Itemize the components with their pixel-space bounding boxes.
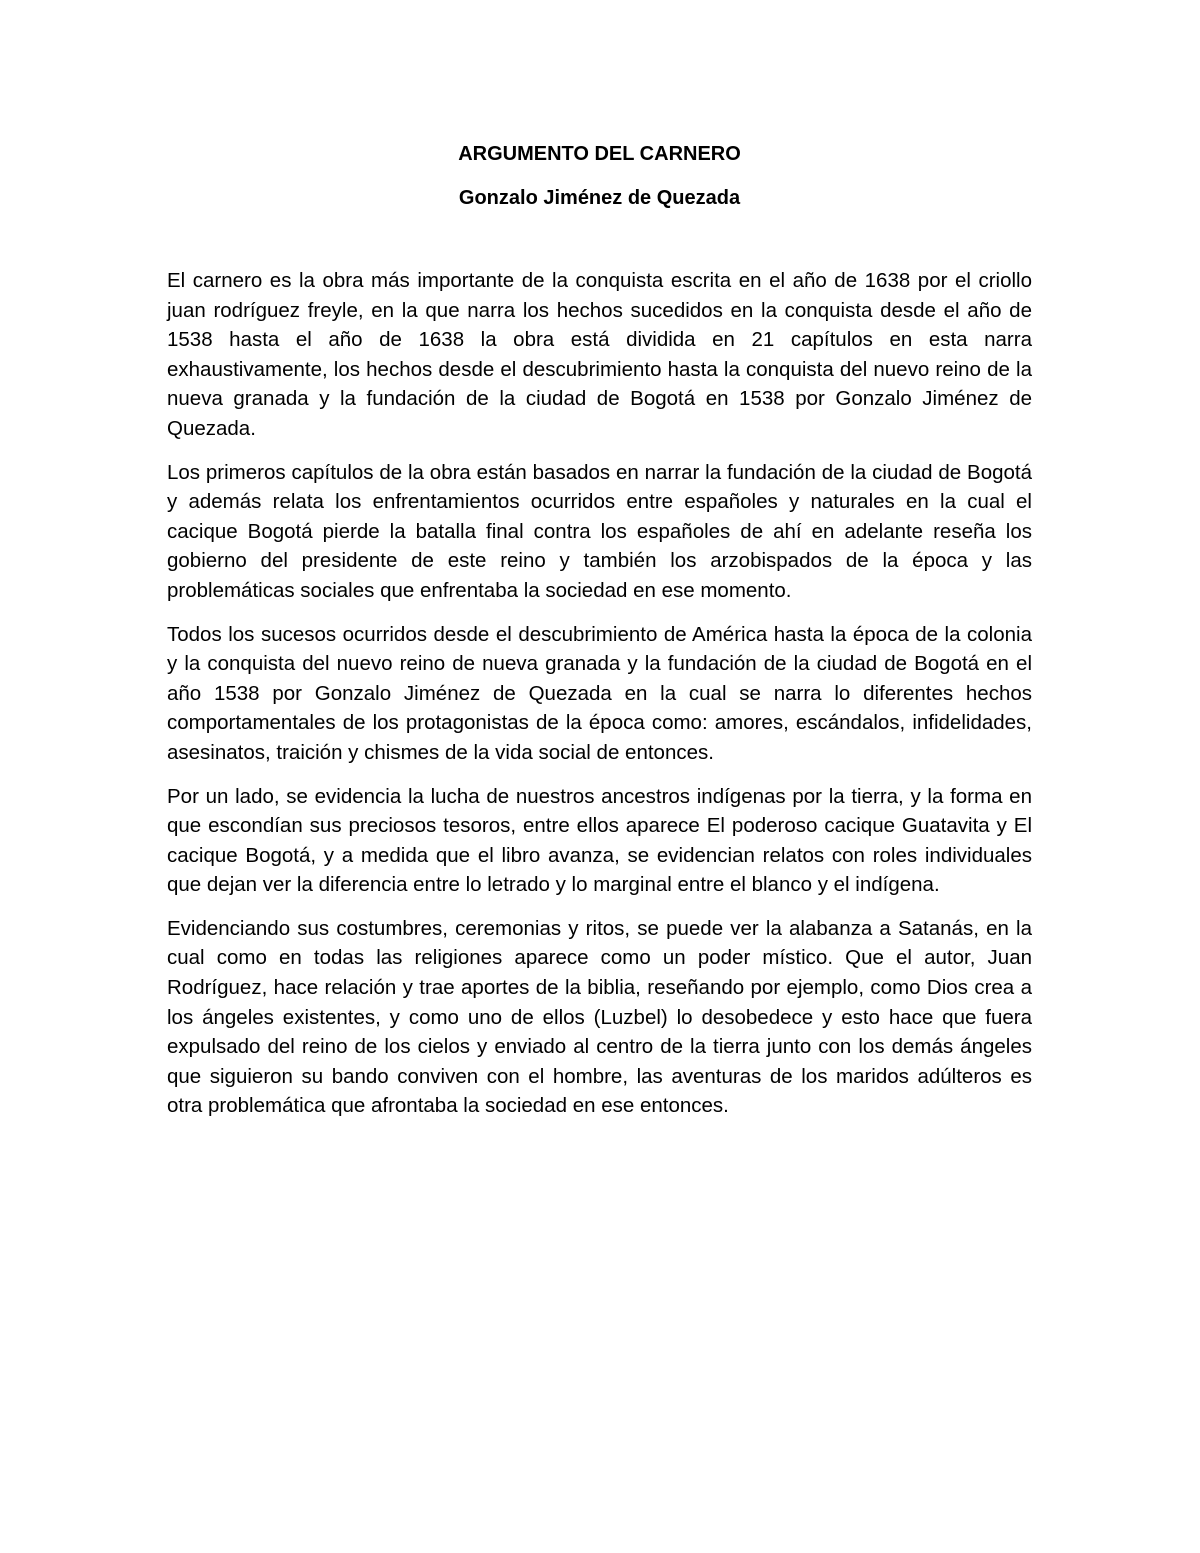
- paragraph-1: El carnero es la obra más importante de la conquista escrita en el año de 1638 por el criollo juan rodríguez freyle, en la que narra los hechos sucedidos en la conquista desde el año de 1538 hasta el año de 1638 la obra está dividida en 21 capítulos en esta narra exhaustivamente, los hechos desde el descubrimiento hasta la conquista del nuevo reino de la nueva granada y la fundación de la ciudad de Bogotá en 1538 por Gonzalo Jiménez de Quezada.: [167, 269, 1032, 440]
- paragraph-5: Evidenciando sus costumbres, ceremonias y ritos, se puede ver la alabanza a Satanás, en la cual como en todas las religiones aparece como un poder místico. Que el autor, Juan Rodríguez, hace relación y trae aportes de la biblia, reseñando por ejemplo, como Dios crea a los ángeles existentes, y como uno de ellos (Luzbel) lo desobedece y esto hace que fuera expulsado del reino de los cielos y enviado al centro de la tierra junto con los demás ángeles que siguieron su bando conviven con el hombre, las aventuras de los maridos adúlteros es otra problemática que afrontaba la sociedad en ese entonces.: [167, 916, 1032, 1118]
- document-body: [167, 139, 1032, 1135]
- paragraph-2: Los primeros capítulos de la obra están basados en narrar la fundación de la ciudad de Bogotá y además relata los enfrentamientos ocurridos entre españoles y naturales en la cual el cacique Bogotá pierde la batalla final contra los españoles de ahí en adelante reseña los gobierno del presidente de este reino y también los arzobispados de la época y las problemáticas sociales que enfrentaba la sociedad en ese momento.: [167, 460, 1032, 602]
- document-author: Gonzalo Jiménez de Quezada: [458, 187, 741, 209]
- paragraph-4: Por un lado, se evidencia la lucha de nuestros ancestros indígenas por la tierra, y la forma en que escondían sus preciosos tesoros, entre ellos aparece El poderoso cacique Guatavita y El cacique Bogotá, y a medida que el libro avanza, se evidencian relatos con roles individuales que dejan ver la diferencia entre lo letrado y lo marginal entre el blanco y el indígena.: [167, 784, 1032, 897]
- document-title: ARGUMENTO DEL CARNERO: [458, 143, 741, 165]
- paragraph-3: Todos los sucesos ocurridos desde el descubrimiento de América hasta la época de la colonia y la conquista del nuevo reino de nueva granada y la fundación de la ciudad de Bogotá en el año 1538 por Gonzalo Jiménez de Quezada en la cual se narra lo diferentes hechos comportamentales de los protagonistas de la época como: amores, escándalos, infidelidades, asesinatos, traición y chismes de la vida social de entonces.: [167, 622, 1032, 764]
